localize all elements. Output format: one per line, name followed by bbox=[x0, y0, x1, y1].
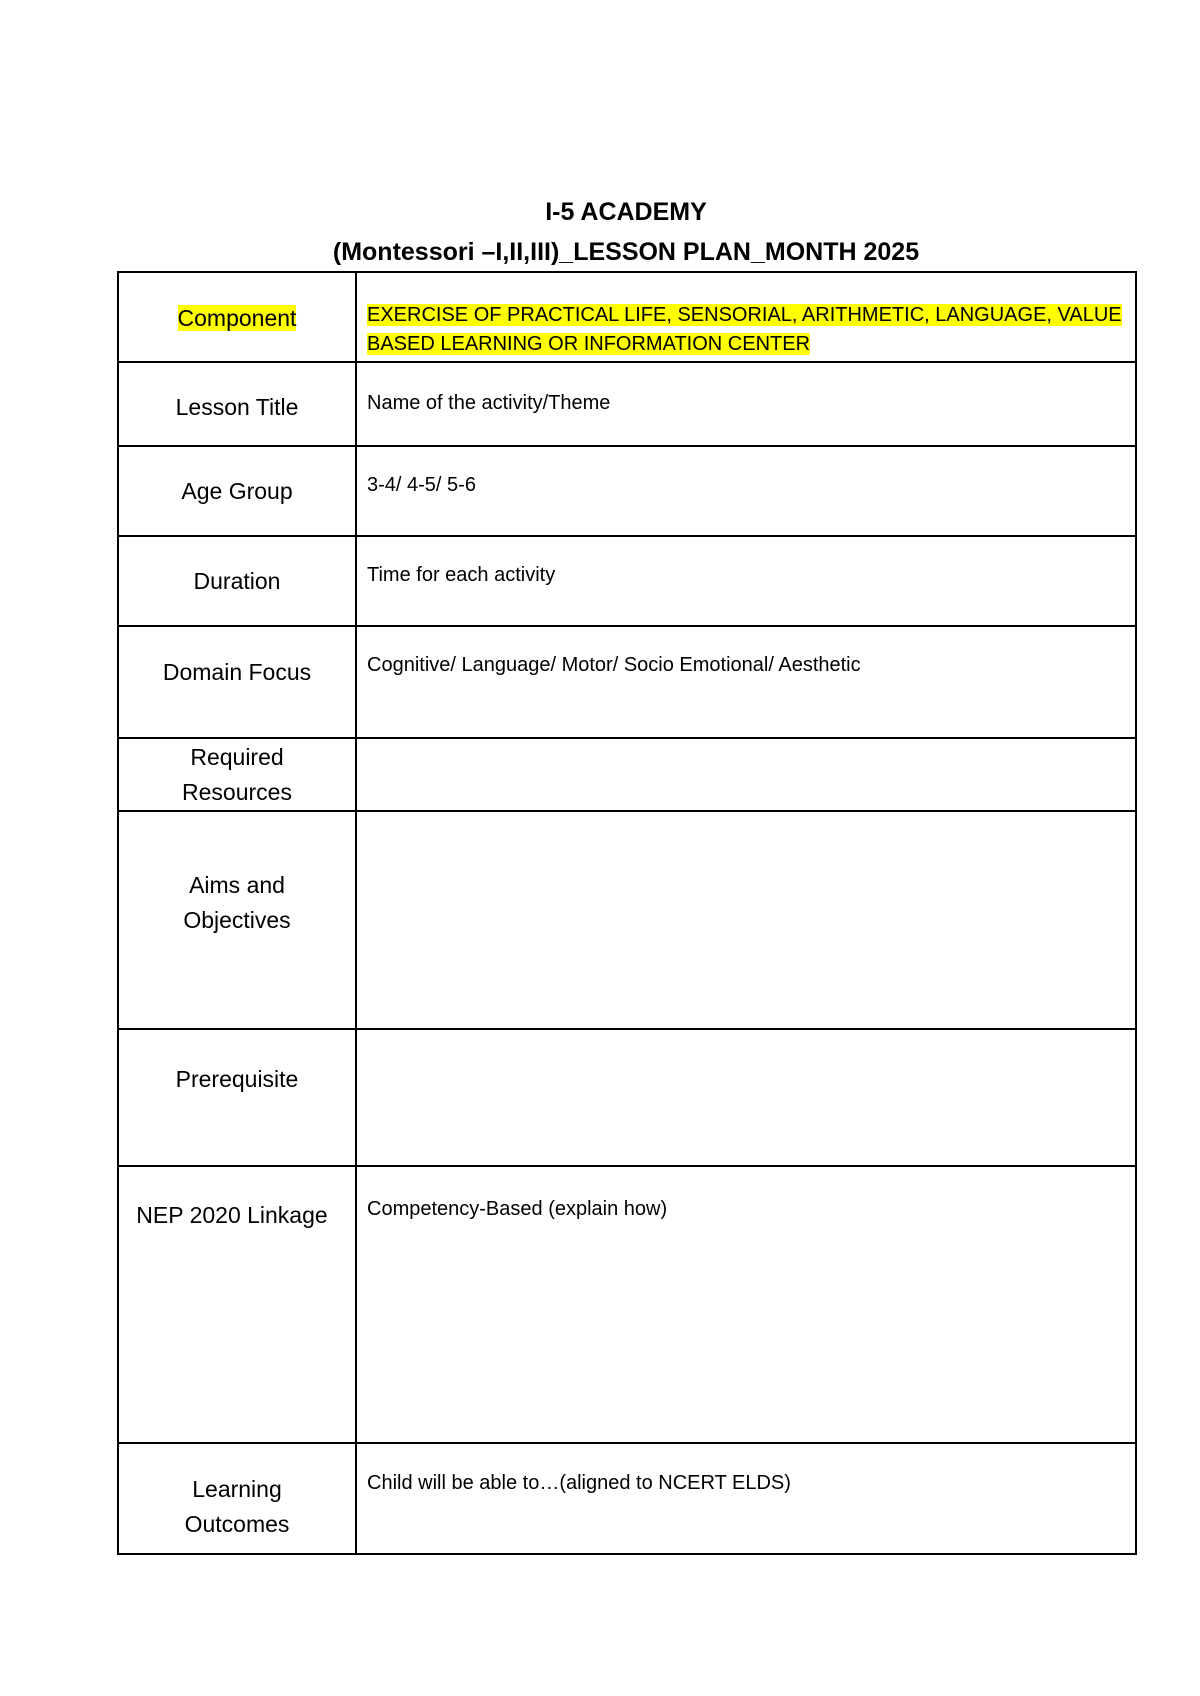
age-group-value: 3-4/ 4-5/ 5-6 bbox=[367, 474, 476, 496]
nep-linkage-value: Competency-Based (explain how) bbox=[367, 1198, 668, 1220]
duration-value: Time for each activity bbox=[367, 564, 556, 586]
age-group-label: Age Group bbox=[181, 478, 293, 504]
row-value-cell bbox=[356, 446, 1136, 536]
row-value-cell bbox=[356, 1443, 1136, 1554]
row-label-cell bbox=[118, 536, 356, 626]
academy-name: I-5 ACADEMY bbox=[545, 198, 707, 226]
table-row bbox=[118, 362, 1136, 446]
component-value: EXERCISE OF PRACTICAL LIFE, SENSORIAL, ARITHMETIC, LANGUAGE, VALUE BASED LEARNING OR INFORMATION CENTER bbox=[367, 304, 1122, 355]
duration-label: Duration bbox=[193, 568, 281, 594]
learning-outcomes-value: Child will be able to…(aligned to NCERT ELDS) bbox=[367, 1472, 791, 1494]
row-label-cell bbox=[118, 272, 356, 362]
aims-objectives-label: Aims and Objectives bbox=[183, 872, 291, 933]
row-value-cell bbox=[356, 1166, 1136, 1443]
table-row bbox=[118, 811, 1136, 1029]
lesson-title-value: Name of the activity/Theme bbox=[367, 392, 611, 414]
table-row bbox=[118, 446, 1136, 536]
table-row bbox=[118, 1166, 1136, 1443]
table-row bbox=[118, 272, 1136, 362]
lesson-plan-heading: (Montessori –I,II,III)_LESSON PLAN_MONTH 2025 bbox=[332, 238, 920, 266]
table-row bbox=[118, 1029, 1136, 1166]
row-value-cell bbox=[356, 738, 1136, 811]
lesson-title-label: Lesson Title bbox=[175, 394, 299, 420]
required-resources-label: Required Resources bbox=[182, 744, 292, 805]
table-row bbox=[118, 1443, 1136, 1554]
row-value-cell bbox=[356, 1029, 1136, 1166]
row-label-cell bbox=[118, 626, 356, 738]
row-label-cell bbox=[118, 811, 356, 1029]
component-label: Component bbox=[177, 305, 297, 331]
row-label-cell bbox=[118, 738, 356, 811]
domain-focus-value: Cognitive/ Language/ Motor/ Socio Emotional/ Aesthetic bbox=[367, 654, 861, 676]
row-value-cell bbox=[356, 626, 1136, 738]
row-label-cell bbox=[118, 1166, 356, 1443]
row-value-cell bbox=[356, 811, 1136, 1029]
row-value-cell bbox=[356, 272, 1136, 362]
table-row bbox=[118, 536, 1136, 626]
prerequisite-label: Prerequisite bbox=[175, 1066, 299, 1092]
row-value-cell bbox=[356, 536, 1136, 626]
learning-outcomes-label: Learning Outcomes bbox=[184, 1476, 290, 1537]
document-title bbox=[117, 192, 1135, 272]
row-label-cell bbox=[118, 362, 356, 446]
table-row bbox=[118, 626, 1136, 738]
domain-focus-label: Domain Focus bbox=[162, 659, 312, 685]
table-row bbox=[118, 738, 1136, 811]
nep-linkage-label: NEP 2020 Linkage bbox=[136, 1202, 328, 1228]
row-value-cell bbox=[356, 362, 1136, 446]
row-label-cell bbox=[118, 446, 356, 536]
row-label-cell bbox=[118, 1029, 356, 1166]
lesson-plan-table bbox=[117, 271, 1137, 1555]
row-label-cell bbox=[118, 1443, 356, 1554]
